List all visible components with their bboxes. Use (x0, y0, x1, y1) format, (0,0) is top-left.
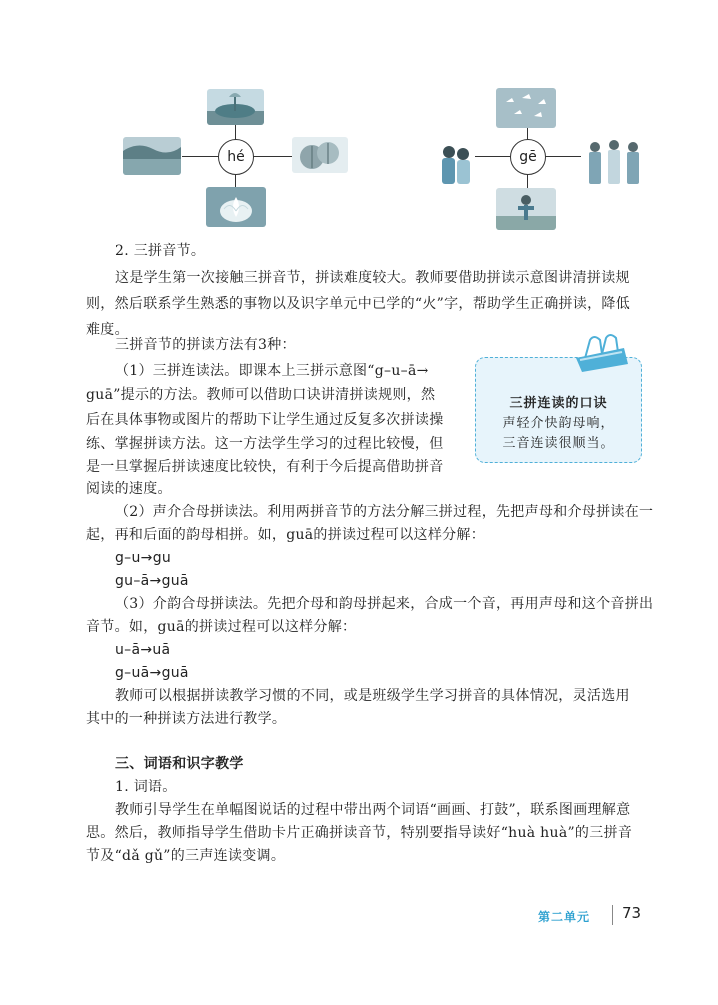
family-photo (581, 137, 647, 185)
subheading-three-spell: 2. 三拼音节。 (115, 243, 206, 259)
page-number: 73 (622, 904, 642, 922)
footer-divider (612, 905, 613, 925)
tip-title: 三拼连读的口诀 (509, 396, 608, 411)
subheading-words: 1. 词语。 (115, 779, 177, 795)
walnuts-photo (292, 137, 348, 173)
paragraph-line: （2）声介合母拼读法。利用两拼音节的方法分解三拼过程，先把声母和介母拼读在一 (115, 504, 654, 520)
pinyin-formula: gu–ā→guā (115, 573, 189, 589)
paragraph-line: 则，然后联系学生熟悉的事物以及识字单元中已学的“火”字，帮助学生正确拼读，降低 (86, 296, 631, 312)
paragraph-line: 三拼音节的拼读方法有3种： (115, 337, 296, 353)
pinyin-formula: g–u→gu (115, 550, 172, 566)
section-heading: 三、词语和识字教学 (115, 756, 244, 772)
paragraph-line: 其中的一种拼读方法进行教学。 (86, 711, 287, 727)
siblings-image (435, 140, 475, 186)
lake-image (123, 137, 181, 175)
paragraph-line: 音节。如，guā的拼读过程可以这样分解： (86, 619, 357, 635)
lotus-flower-photo (206, 187, 266, 227)
paragraph-line: 难度。 (86, 322, 129, 338)
tip-line: 声轻介快韵母响， (502, 416, 615, 431)
siblings-photo (435, 140, 475, 186)
family-image (581, 137, 647, 185)
syllable-he: hé (218, 139, 254, 175)
paragraph-line: 起，再和后面的韵母相拼。如，guā的拼读过程可以这样分解： (86, 527, 486, 543)
paragraph-line: 后在具体事物或图片的帮助下让学生通过反复多次拼读操 (86, 412, 444, 428)
doves-photo (496, 88, 556, 128)
binder-clip-icon (572, 332, 632, 372)
walnuts-image (292, 137, 348, 173)
lotus-leaf-image (207, 89, 264, 125)
doves-image (496, 88, 556, 128)
paragraph-line: 教师引导学生在单幅图说话的过程中带出两个词语“画画、打鼓”，联系图画理解意 (115, 802, 631, 818)
pinyin-formula: u–ā→uā (115, 642, 171, 658)
paragraph-line: 节及“dǎ gǔ”的三声连读变调。 (86, 848, 286, 864)
syllable-ge: gē (510, 139, 546, 175)
girl-singing-image (496, 188, 556, 230)
paragraph-line: guā”提示的方法。教师可以借助口诀讲清拼读规则，然 (86, 387, 436, 403)
girl-singing-photo (496, 188, 556, 230)
lotus-leaf-photo (207, 89, 264, 125)
paragraph-line: 是一旦掌握后拼读速度比较快，有利于今后提高借助拼音 (86, 459, 444, 475)
paragraph-line: 思。然后，教师指导学生借助卡片正确拼读音节，特别要指导读好“huà huà”的三拼音 (86, 825, 633, 841)
paragraph-line: 教师可以根据拼读教学习惯的不同，或是班级学生学习拼音的具体情况，灵活选用 (115, 688, 630, 704)
tip-line: 三音连读很顺当。 (502, 436, 615, 451)
paragraph-line: （1）三拼连读法。即课本上三拼示意图“g–u–ā→ (115, 363, 429, 379)
paragraph-line: 练、掌握拼读方法。这一方法学生学习的过程比较慢，但 (86, 436, 444, 452)
unit-label: 第二单元 (538, 910, 591, 924)
pinyin-diagram-he (120, 85, 350, 235)
paragraph-line: （3）介韵合母拼读法。先把介母和韵母拼起来，合成一个音，再用声母和这个音拼出 (115, 596, 654, 612)
lotus-flower-image (206, 187, 266, 227)
tip-box (475, 357, 642, 463)
pinyin-formula: g–uā→guā (115, 665, 189, 681)
pinyin-diagram-ge (435, 85, 665, 235)
paragraph-line: 这是学生第一次接触三拼音节，拼读难度较大。教师要借助拼读示意图讲清拼读规 (115, 270, 630, 286)
paragraph-line: 阅读的速度。 (86, 481, 172, 497)
lake-river-photo (123, 137, 181, 175)
